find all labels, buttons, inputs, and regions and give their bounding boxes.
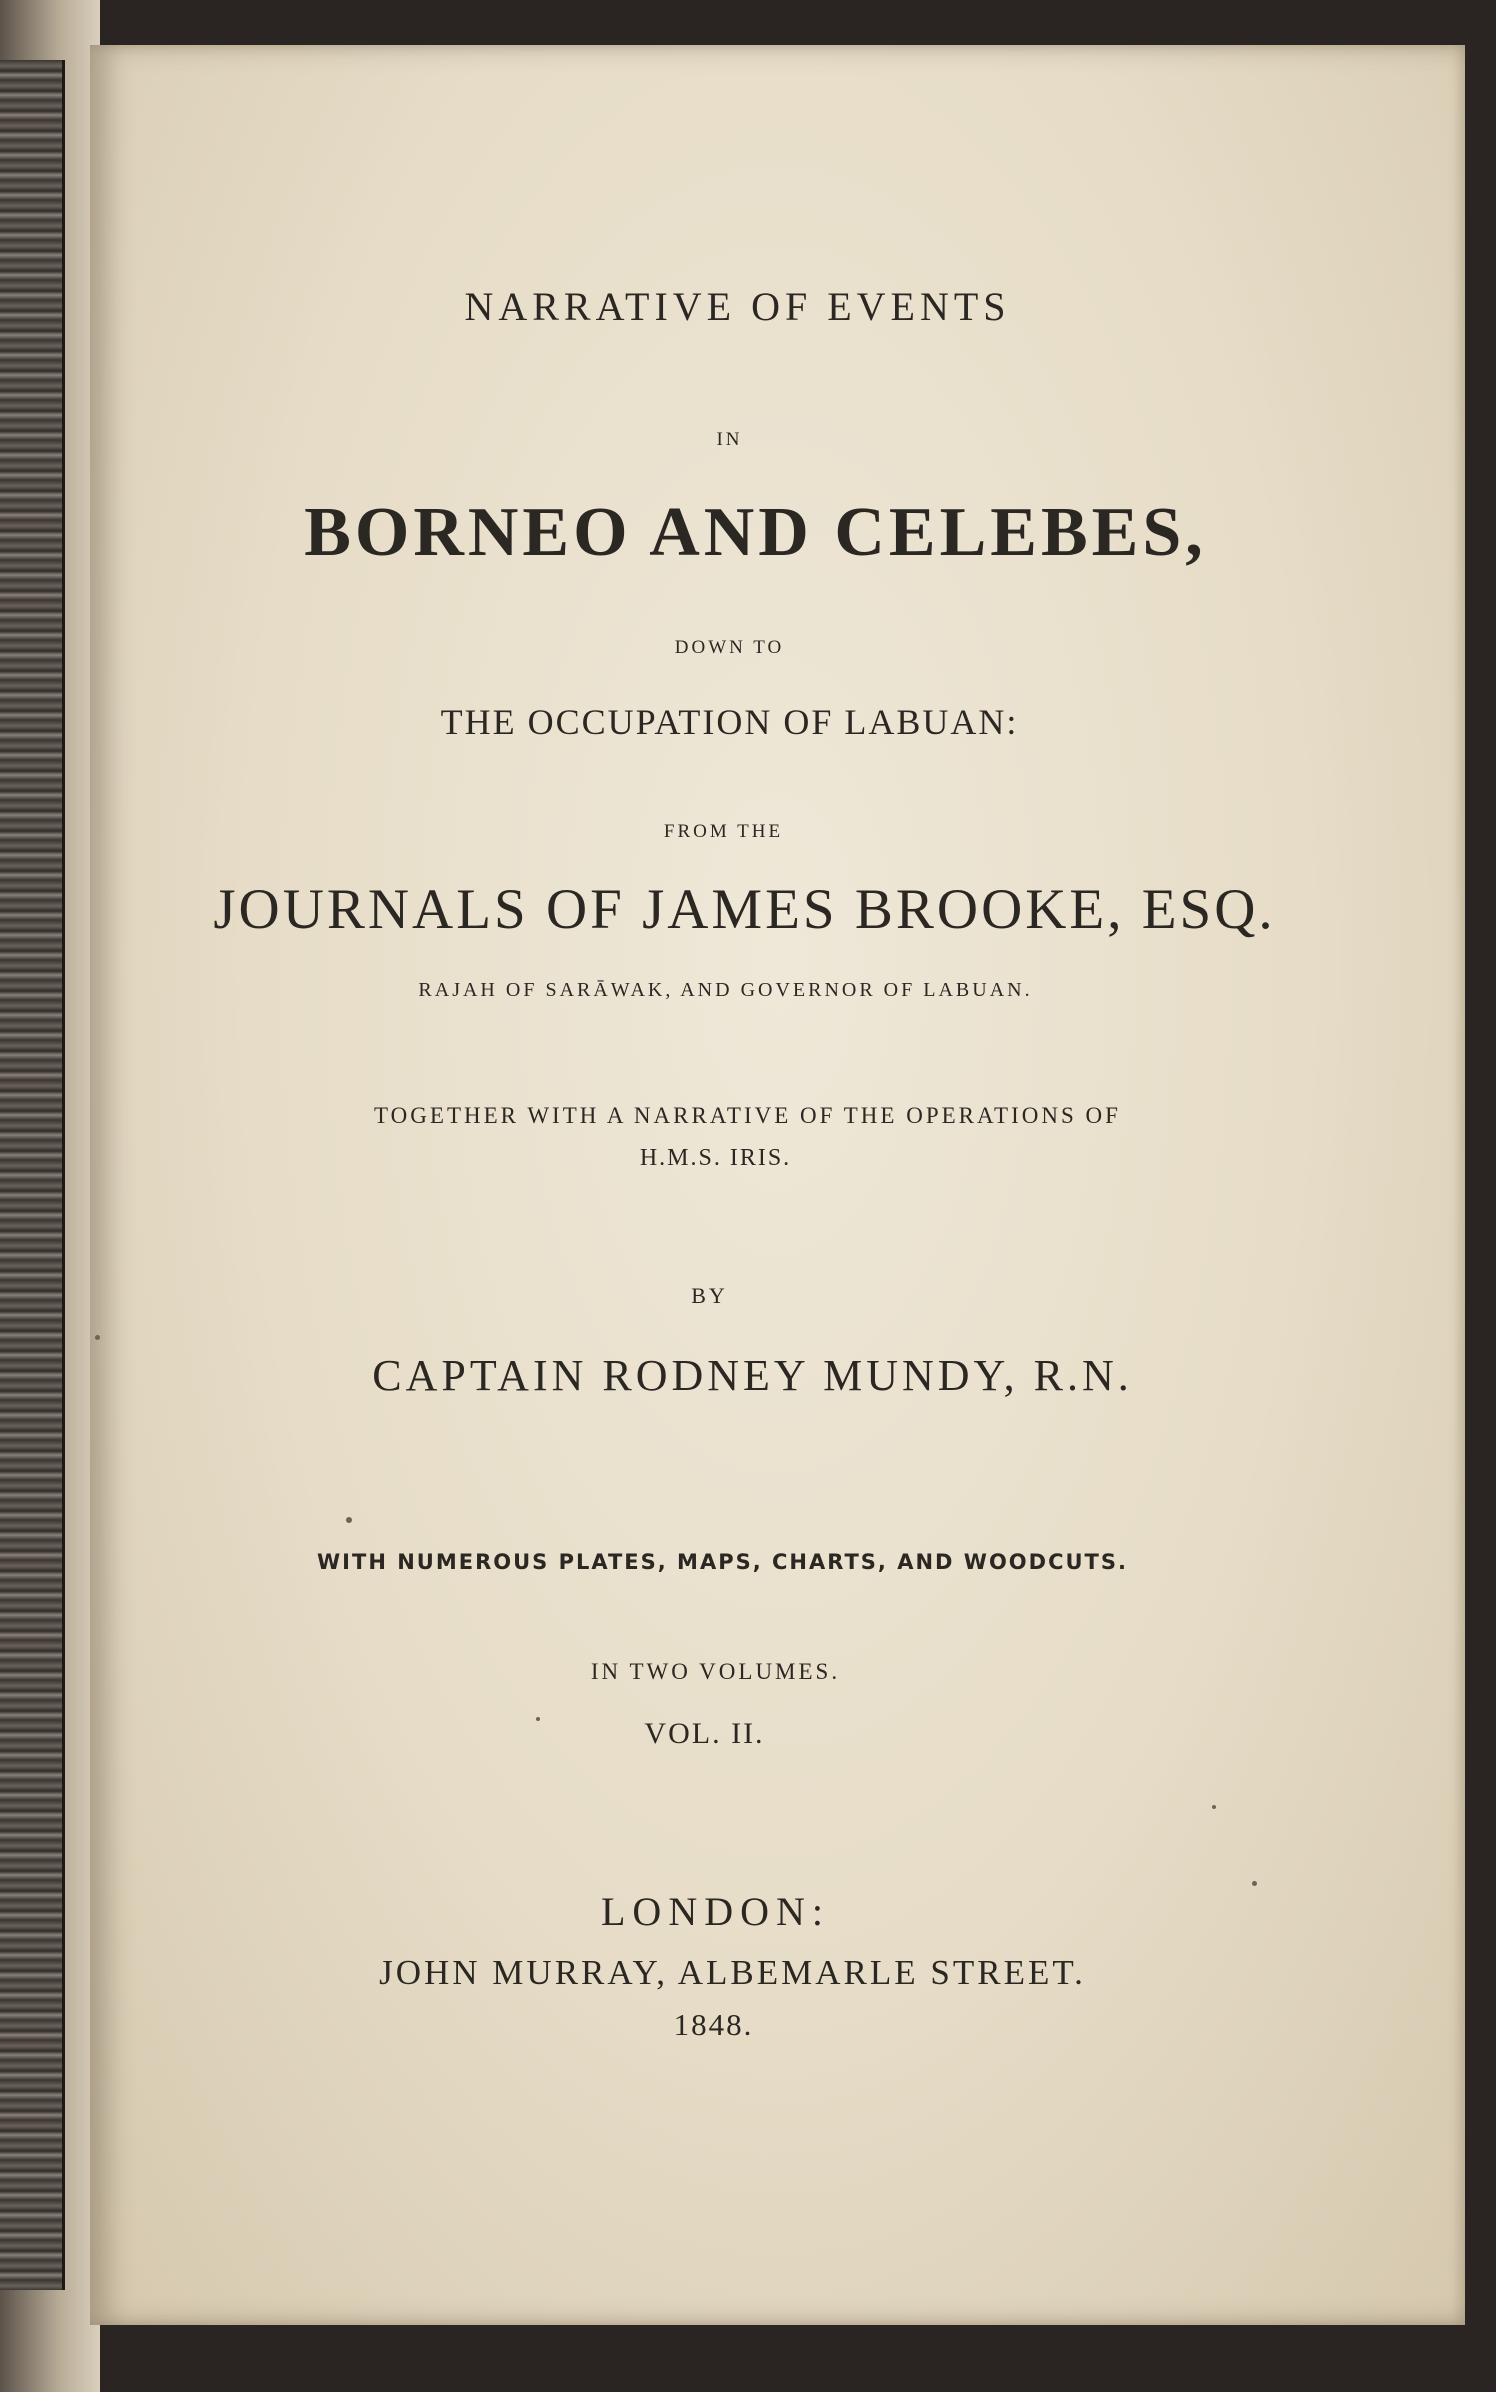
rajah-subtitle: RAJAH OF SARĀWAK, AND GOVERNOR OF LABUAN. xyxy=(418,979,1033,1001)
connector-by: BY xyxy=(691,1283,728,1308)
ship-name: H.M.S. IRIS. xyxy=(639,1145,792,1171)
occupation-line: THE OCCUPATION OF LABUAN: xyxy=(440,702,1019,742)
imprint-publisher: JOHN MURRAY, ALBEMARLE STREET. xyxy=(379,1953,1086,1992)
together-line: TOGETHER WITH A NARRATIVE OF THE OPERATIONS OF xyxy=(374,1103,1121,1128)
journals-title: JOURNALS OF JAMES BROOKE, ESQ. xyxy=(213,878,1276,941)
narrative-heading: NARRATIVE OF EVENTS xyxy=(464,284,1011,329)
illustrations-note: WITH NUMEROUS PLATES, MAPS, CHARTS, AND WOODCUTS. xyxy=(317,1550,1128,1574)
paper-speck xyxy=(1212,1805,1216,1809)
author-name: CAPTAIN RODNEY MUNDY, R.N. xyxy=(372,1351,1133,1400)
main-title: BORNEO AND CELEBES, xyxy=(304,494,1207,571)
imprint-year: 1848. xyxy=(673,2007,754,2042)
paper-speck xyxy=(95,1335,100,1340)
volumes-note: IN TWO VOLUMES. xyxy=(590,1659,841,1684)
paper-speck xyxy=(346,1517,352,1523)
title-page xyxy=(90,45,1465,2325)
imprint-city: LONDON: xyxy=(601,1889,830,1934)
connector-from-the: FROM THE xyxy=(663,821,784,842)
paper-speck xyxy=(1252,1881,1257,1886)
paper-speck xyxy=(536,1717,540,1721)
connector-down-to: DOWN TO xyxy=(674,637,785,658)
connector-in: IN xyxy=(716,429,743,450)
volume-number: VOL. II. xyxy=(644,1717,765,1750)
